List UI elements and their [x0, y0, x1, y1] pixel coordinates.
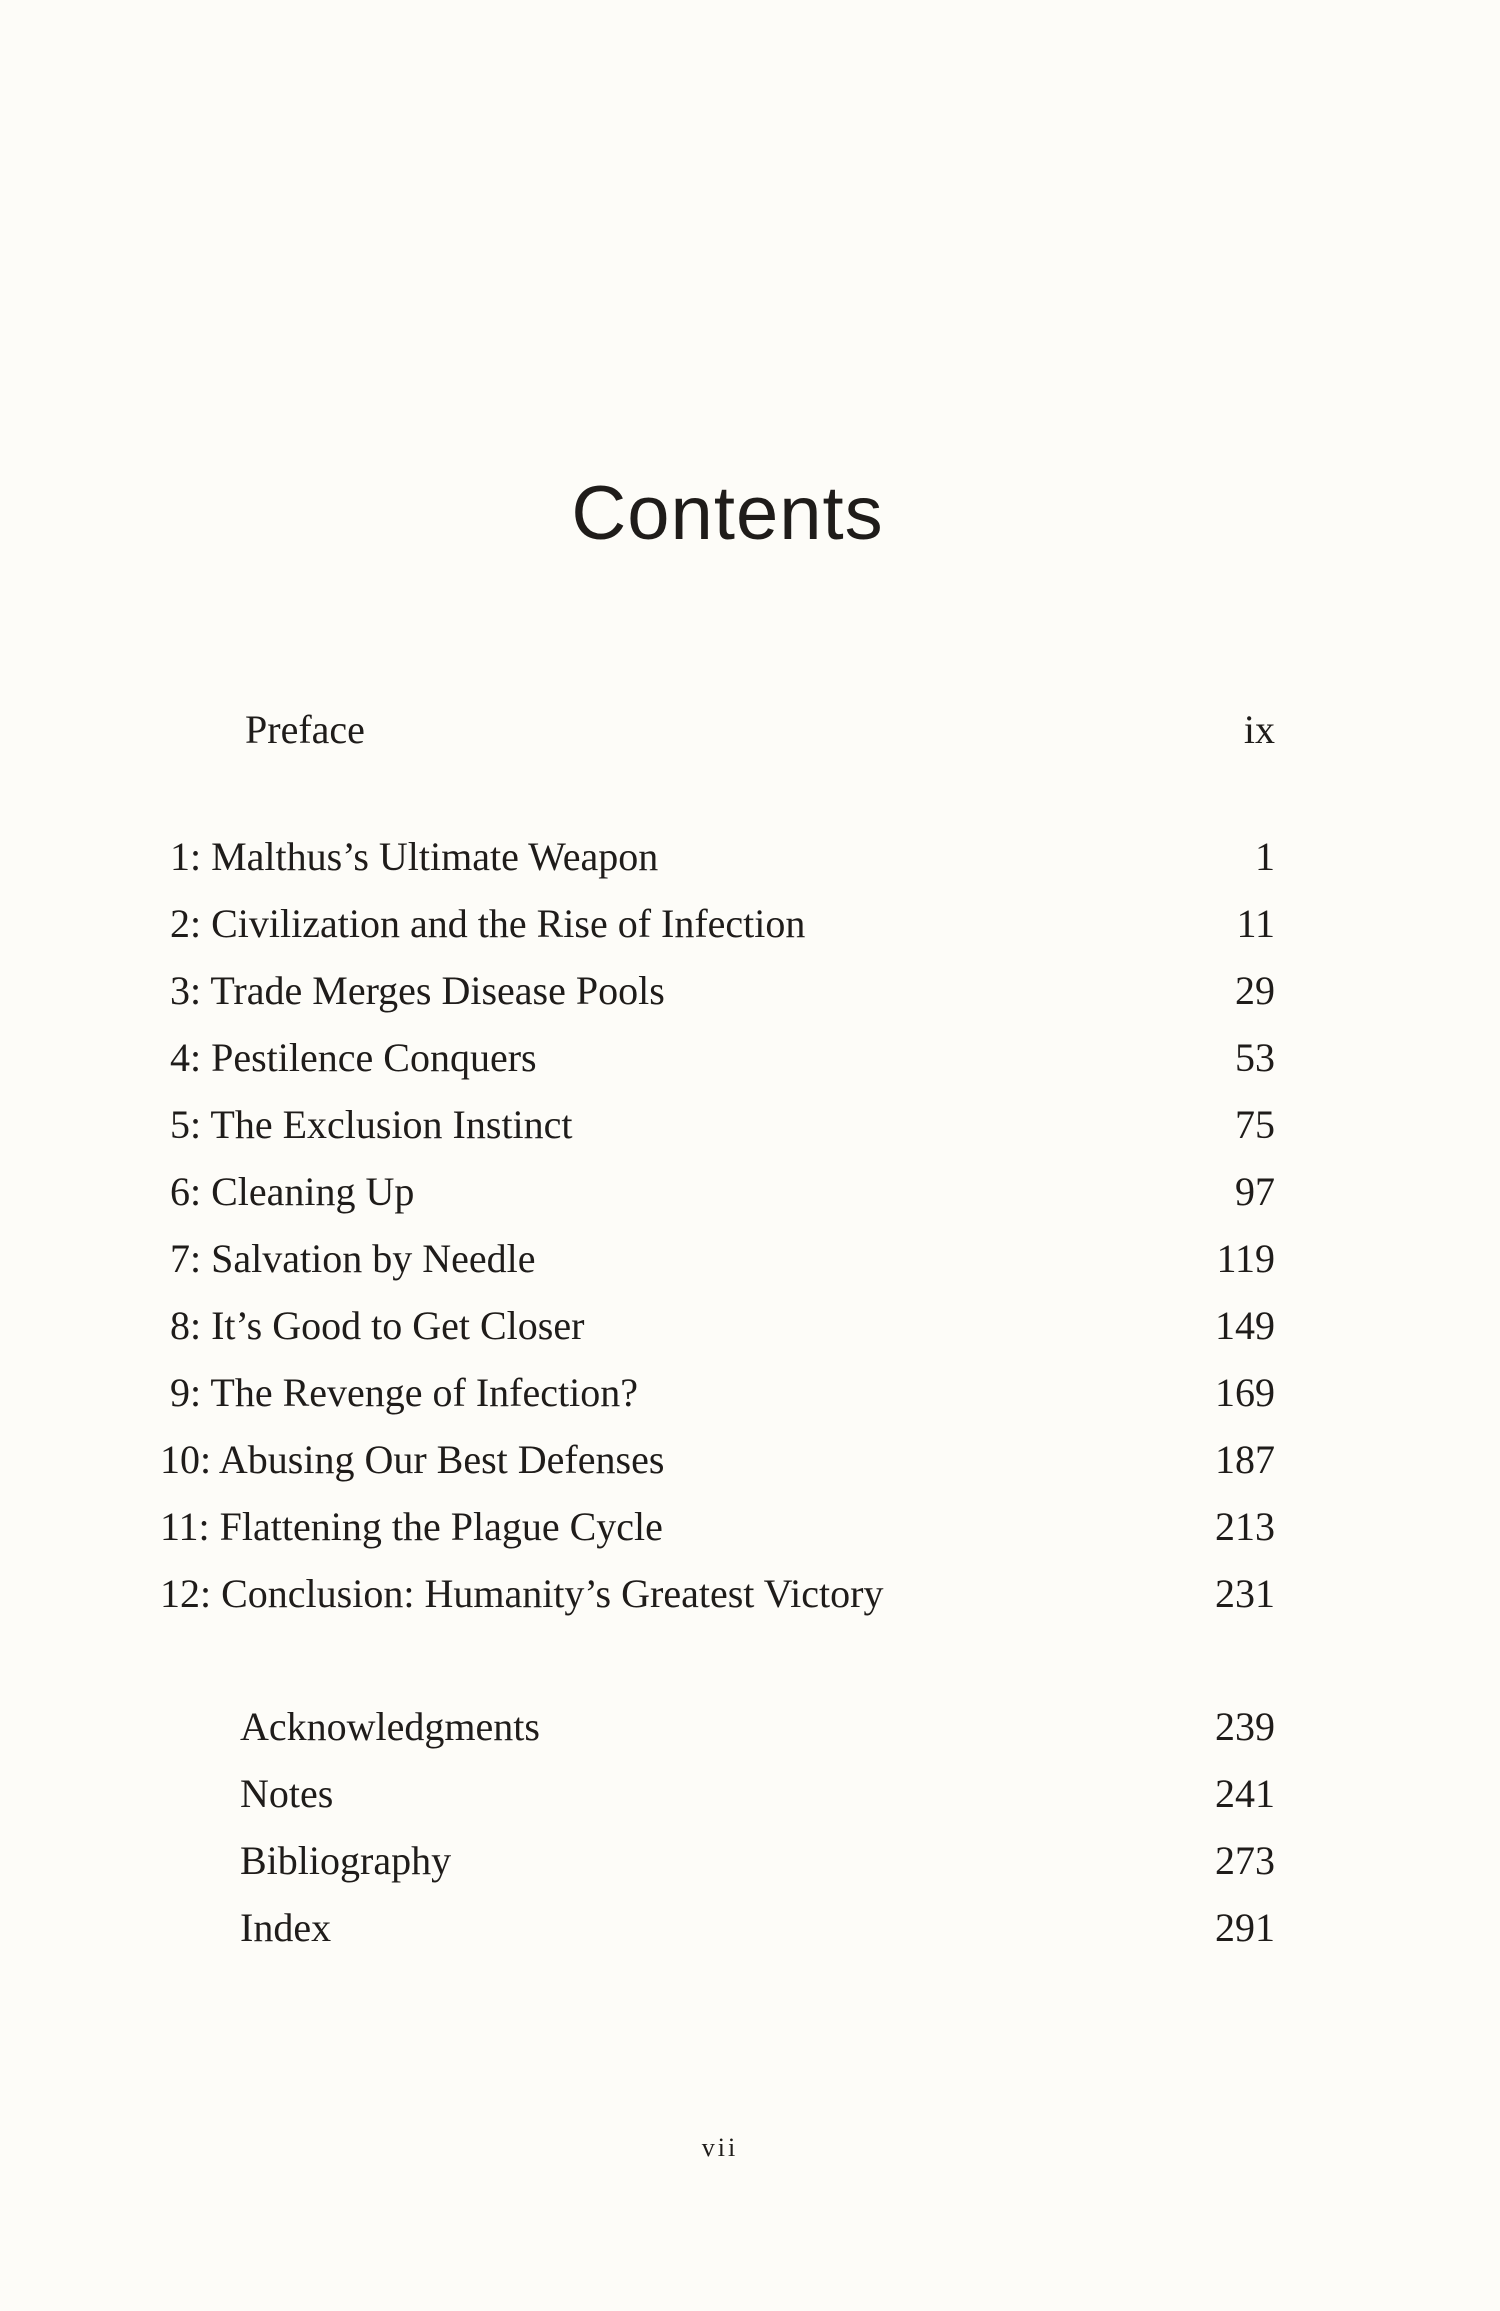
toc-chapter[interactable]	[160, 827, 1275, 887]
toc-entry-label: Preface	[245, 707, 365, 752]
toc-chapter[interactable]	[160, 1162, 1275, 1222]
toc-entry-label: 7: Salvation by Needle	[170, 1236, 536, 1281]
page-title: Contents	[571, 470, 884, 556]
toc-entry-label: Bibliography	[240, 1838, 452, 1883]
toc-chapter[interactable]	[160, 1095, 1275, 1155]
toc-chapter[interactable]	[160, 1497, 1275, 1557]
toc-entry-label: 9: The Revenge of Infection?	[170, 1370, 638, 1415]
toc-back-matter-item[interactable]	[240, 1831, 1275, 1891]
toc-entry-label: 10: Abusing Our Best Defenses	[160, 1437, 665, 1482]
toc-entry-label: 5: The Exclusion Instinct	[170, 1102, 573, 1147]
toc-back-matter-item[interactable]	[240, 1898, 1275, 1958]
toc-entry-page: 213	[1215, 1504, 1275, 1549]
toc-entry-label: 8: It’s Good to Get Closer	[170, 1303, 585, 1348]
toc-back-matter-item[interactable]	[240, 1697, 1275, 1757]
toc-entry-page: 119	[1216, 1236, 1275, 1281]
toc-entry-page: ix	[1243, 707, 1275, 752]
toc-entry-label: Acknowledgments	[240, 1704, 540, 1749]
toc-chapter[interactable]	[160, 1363, 1275, 1423]
toc-chapter[interactable]	[160, 1229, 1275, 1289]
toc-chapter[interactable]	[160, 1564, 1275, 1624]
toc-entry-label: 1: Malthus’s Ultimate Weapon	[170, 834, 659, 879]
toc-preface[interactable]	[245, 700, 1275, 760]
toc-entry-label: 2: Civilization and the Rise of Infection	[170, 901, 806, 946]
toc-entry-label: Notes	[240, 1771, 334, 1816]
toc-entry-page: 231	[1215, 1571, 1275, 1616]
toc-chapter[interactable]	[160, 894, 1275, 954]
toc-entry-page: 29	[1235, 968, 1275, 1013]
toc-entry-page: 75	[1235, 1102, 1275, 1147]
toc-entry-page: 169	[1215, 1370, 1275, 1415]
toc-entry-label: 6: Cleaning Up	[170, 1169, 415, 1214]
page-number: vii	[701, 2133, 739, 2162]
toc-entry-page: 1	[1255, 834, 1275, 879]
toc-entry-label: 12: Conclusion: Humanity’s Greatest Victory	[160, 1571, 884, 1616]
toc-back-matter-item[interactable]	[240, 1764, 1275, 1824]
toc-entry-page: 11	[1236, 901, 1275, 946]
toc-entry-page: 273	[1215, 1838, 1275, 1883]
toc-entry-page: 291	[1215, 1905, 1275, 1950]
toc-chapter[interactable]	[160, 1028, 1275, 1088]
toc-entry-label: 11: Flattening the Plague Cycle	[160, 1504, 663, 1549]
toc-entry-label: 3: Trade Merges Disease Pools	[170, 968, 665, 1013]
toc-entry-page: 241	[1215, 1771, 1275, 1816]
toc-entry-page: 239	[1215, 1704, 1275, 1749]
toc-entry-label: Index	[240, 1905, 332, 1950]
toc-entry-page: 149	[1215, 1303, 1275, 1348]
toc-chapter[interactable]	[160, 1296, 1275, 1356]
toc-entry-page: 53	[1235, 1035, 1275, 1080]
toc-entry-page: 187	[1215, 1437, 1275, 1482]
toc-entry-label: 4: Pestilence Conquers	[170, 1035, 537, 1080]
toc-entry-page: 97	[1235, 1169, 1275, 1214]
toc-chapter[interactable]	[160, 961, 1275, 1021]
toc-chapter[interactable]	[160, 1430, 1275, 1490]
